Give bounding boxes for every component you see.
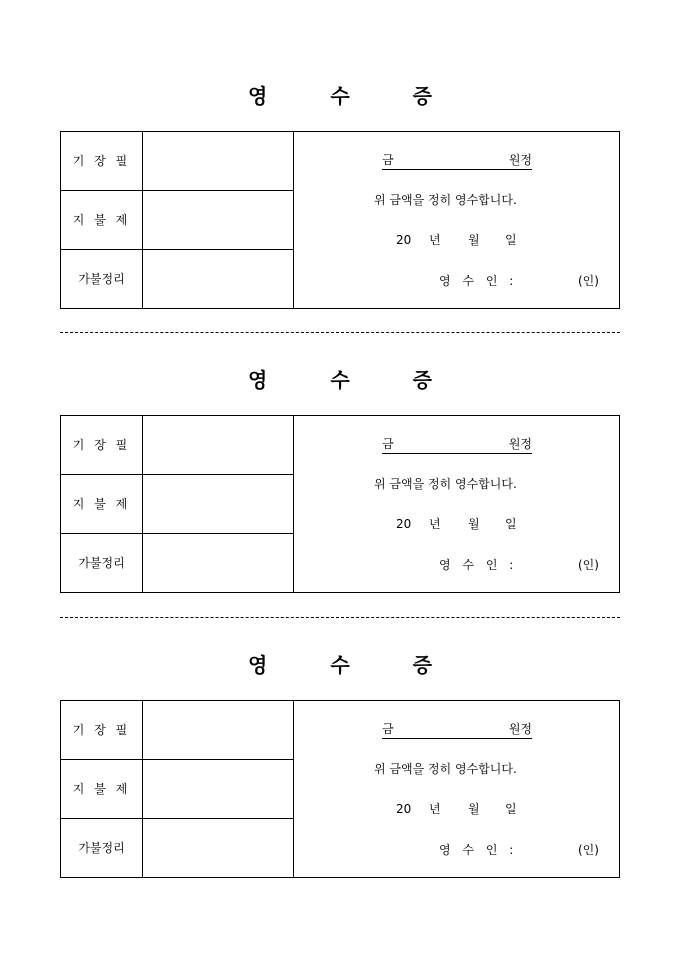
date-month: 월 [468,517,480,531]
label-bookkeeping: 기 장 필 [61,132,143,191]
seal-mark: (인) [578,558,599,572]
amount-suffix: 원정 [508,722,532,736]
signer-label: 영 수 인 : [439,274,518,288]
receipt-statement: 위 금액을 정히 영수합니다. [374,193,517,207]
label-bookkeeping: 기 장 필 [61,701,143,760]
receipt-1 [60,79,620,364]
signer-label: 영 수 인 : [439,558,518,572]
seal-mark: (인) [578,274,599,288]
cut-line [60,617,620,618]
label-advance-settlement: 가불정리 [61,819,143,877]
receipt-body [294,416,619,592]
receipt-table [60,415,620,593]
receipt-body [294,132,619,308]
field-advance-settlement[interactable] [143,819,294,877]
date-year: 년 [429,233,441,247]
receipt-title: 영 수 증 [248,653,460,677]
field-payment[interactable] [143,191,294,250]
receipt-body [294,701,619,877]
label-advance-settlement: 가불정리 [61,534,143,592]
receipt-table [60,131,620,309]
receipt-3 [60,648,620,933]
label-bookkeeping: 기 장 필 [61,416,143,475]
date-day: 일 [505,233,517,247]
date-month: 월 [468,233,480,247]
label-payment: 지 불 제 [61,475,143,534]
amount-prefix: 금 [382,153,394,167]
field-bookkeeping[interactable] [143,701,294,760]
field-bookkeeping[interactable] [143,416,294,475]
receipt-2 [60,363,620,648]
date-day: 일 [505,802,517,816]
amount-prefix: 금 [382,722,394,736]
receipt-title: 영 수 증 [248,84,460,108]
date-year-prefix: 20 [396,517,412,531]
date-year: 년 [429,517,441,531]
signer-label: 영 수 인 : [439,843,518,857]
amount-line[interactable] [382,720,532,739]
date-day: 일 [505,517,517,531]
amount-line[interactable] [382,151,532,170]
date-year-prefix: 20 [396,233,412,247]
receipt-title: 영 수 증 [248,368,460,392]
receipt-table [60,700,620,878]
receipt-statement: 위 금액을 정히 영수합니다. [374,477,517,491]
field-advance-settlement[interactable] [143,250,294,308]
field-bookkeeping[interactable] [143,132,294,191]
field-payment[interactable] [143,475,294,534]
label-payment: 지 불 제 [61,760,143,819]
label-advance-settlement: 가불정리 [61,250,143,308]
receipt-statement: 위 금액을 정히 영수합니다. [374,762,517,776]
date-year: 년 [429,802,441,816]
field-advance-settlement[interactable] [143,534,294,592]
date-year-prefix: 20 [396,802,412,816]
label-payment: 지 불 제 [61,191,143,250]
date-month: 월 [468,802,480,816]
seal-mark: (인) [578,843,599,857]
amount-line[interactable] [382,435,532,454]
amount-suffix: 원정 [508,437,532,451]
cut-line [60,332,620,333]
amount-suffix: 원정 [508,153,532,167]
field-payment[interactable] [143,760,294,819]
amount-prefix: 금 [382,437,394,451]
